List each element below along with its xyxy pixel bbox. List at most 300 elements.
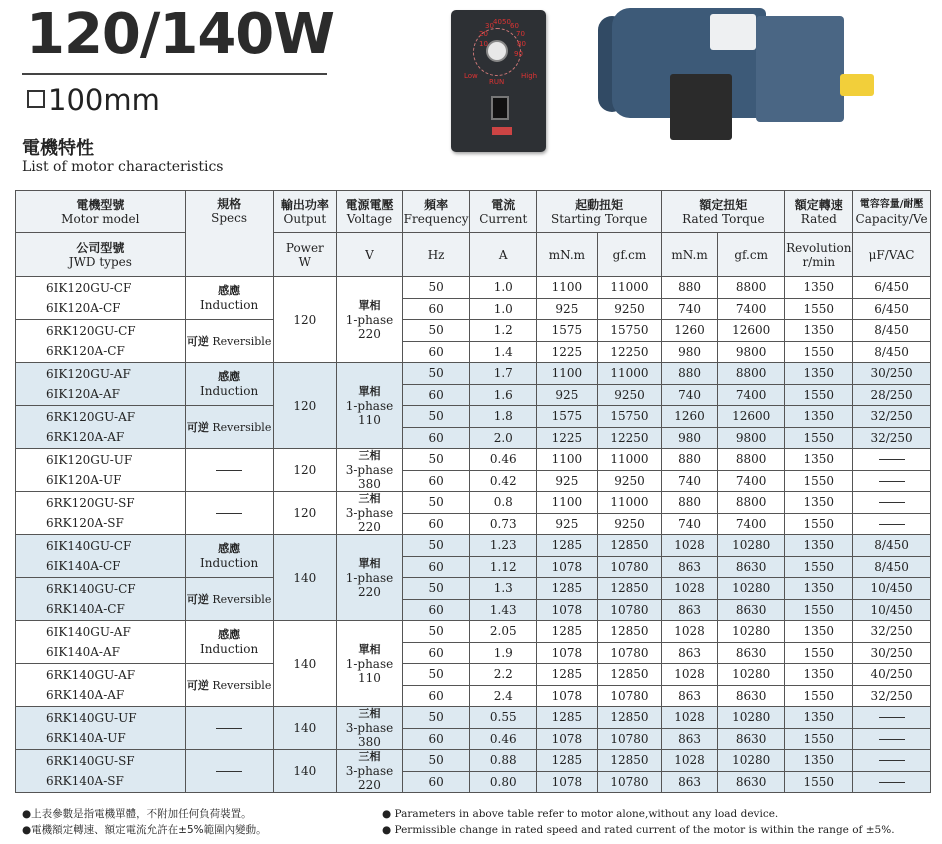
dial-number: 20 (479, 30, 488, 38)
header-voltage-unit: V (337, 233, 403, 277)
header-voltage: 電源電壓 Voltage (337, 191, 403, 233)
model-cell (16, 664, 186, 707)
spec-en: Reversible (212, 334, 272, 348)
cell-r-mnm: 740 (662, 470, 718, 492)
cell-r-mnm: 1028 (662, 664, 718, 686)
cell-s-gf: 12850 (597, 707, 662, 729)
cell-r-mnm: 880 (662, 492, 718, 514)
cell-hz: 60 (402, 685, 470, 707)
cell-hz: 50 (402, 664, 470, 686)
cell-s-gf: 15750 (597, 406, 662, 428)
cell-s-mnm: 1285 (537, 621, 598, 643)
cell-r-gf: 7400 (717, 513, 785, 535)
spec-cell (185, 277, 273, 320)
cell-s-mnm: 1285 (537, 750, 598, 772)
cell-cap: 32/250 (853, 427, 931, 449)
cell-r-mnm: 1260 (662, 406, 718, 428)
dial-number: 10 (479, 40, 488, 48)
model-cell (16, 707, 186, 750)
cell-s-gf: 10780 (597, 728, 662, 750)
cell-cap (853, 492, 931, 514)
cell-r-gf: 10280 (717, 535, 785, 557)
cell-r-gf: 9800 (717, 427, 785, 449)
dial-number: 70 (516, 30, 525, 38)
cell-a: 1.3 (470, 578, 537, 600)
cell-r-gf: 12600 (717, 320, 785, 342)
header-rated-mnm: mN.m (662, 233, 718, 277)
cell-s-gf: 12850 (597, 750, 662, 772)
header-rated-gfcm: gf.cm (717, 233, 785, 277)
cell-s-mnm: 1285 (537, 707, 598, 729)
header-current: 電流 Current (470, 191, 537, 233)
spec-zh: 可逆 (186, 592, 209, 606)
cell-r-mnm: 1028 (662, 535, 718, 557)
model-number: 6RK140GU-SF (46, 754, 135, 768)
motor-characteristics-table (15, 190, 931, 793)
voltage-zh: 三相 (358, 707, 381, 720)
cell-a: 1.6 (470, 384, 537, 406)
cell-a: 2.4 (470, 685, 537, 707)
model-number: 6RK140A-SF (46, 774, 124, 788)
cell-r-gf: 10280 (717, 621, 785, 643)
dial-number: 80 (517, 40, 526, 48)
cell-rpm: 1550 (785, 599, 853, 621)
model-cell (16, 535, 186, 578)
header-output: 輸出功率 Output (273, 191, 337, 233)
cell-rpm: 1550 (785, 384, 853, 406)
dial-number: 60 (510, 22, 519, 30)
cell-s-gf: 10780 (597, 599, 662, 621)
cell-r-mnm: 880 (662, 363, 718, 385)
spec-en: Induction (199, 556, 259, 570)
cell-s-gf: 10780 (597, 771, 662, 793)
header-motor-model: 電機型號 Motor model (16, 191, 186, 233)
cell-s-mnm: 1078 (537, 599, 598, 621)
cell-cap: 8/450 (853, 341, 931, 363)
header-rated-speed: 額定轉速 Rated (785, 191, 853, 233)
gearbox (756, 16, 844, 122)
voltage-zh: 單相 (358, 298, 381, 312)
cell-cap (853, 750, 931, 772)
cell-r-gf: 10280 (717, 750, 785, 772)
cell-s-mnm: 1078 (537, 685, 598, 707)
cell-hz: 60 (402, 470, 470, 492)
cell-cap: 6/450 (853, 277, 931, 299)
cell-r-mnm: 880 (662, 277, 718, 299)
power-cell: 140 (273, 621, 337, 707)
cell-a: 1.23 (470, 535, 537, 557)
notes-en (382, 806, 895, 838)
cell-s-mnm: 1100 (537, 492, 598, 514)
cell-s-gf: 9250 (597, 470, 662, 492)
voltage-en: 1-phase (345, 398, 394, 413)
cell-a: 0.42 (470, 470, 537, 492)
empty-dash (879, 481, 905, 482)
cell-rpm: 1350 (785, 750, 853, 772)
model-cell (16, 406, 186, 449)
dial-number: 90 (514, 50, 523, 58)
voltage-zh: 單相 (358, 556, 381, 570)
cell-hz: 50 (402, 320, 470, 342)
cell-r-gf: 8630 (717, 642, 785, 664)
cell-r-mnm: 980 (662, 341, 718, 363)
cell-s-mnm: 1225 (537, 341, 598, 363)
cell-rpm: 1550 (785, 642, 853, 664)
empty-dash (216, 728, 242, 729)
cell-rpm: 1550 (785, 685, 853, 707)
cell-a: 0.73 (470, 513, 537, 535)
table-body (16, 277, 931, 793)
cell-r-mnm: 880 (662, 449, 718, 471)
cell-r-gf: 8630 (717, 771, 785, 793)
header-speed-unit: Revolution r/min (785, 233, 853, 277)
cell-hz: 50 (402, 621, 470, 643)
header-output-unit: Power W (273, 233, 337, 277)
model-number: 6RK120GU-SF (46, 496, 135, 510)
model-number: 6RK120GU-AF (46, 410, 136, 424)
cell-cap: 6/450 (853, 298, 931, 320)
voltage-en: 1-phase (345, 312, 394, 327)
cell-r-mnm: 863 (662, 685, 718, 707)
cell-a: 0.46 (470, 449, 537, 471)
note-en-2: ● Permissible change in rated speed and rated current of the motor is within the range of ±5%. (382, 824, 895, 836)
cell-a: 0.46 (470, 728, 537, 750)
spec-cell (185, 621, 273, 664)
voltage-cell (337, 621, 403, 707)
spec-zh: 可逆 (186, 678, 209, 692)
spec-en: Reversible (212, 592, 272, 606)
model-number: 6RK120A-SF (46, 516, 124, 530)
spec-cell (185, 535, 273, 578)
frame-size-label: 100mm (48, 83, 160, 117)
cell-a: 1.43 (470, 599, 537, 621)
header-start-gfcm: gf.cm (597, 233, 662, 277)
power-cell: 120 (273, 449, 337, 492)
table-row (16, 492, 931, 514)
model-cell (16, 750, 186, 793)
cell-hz: 60 (402, 513, 470, 535)
cell-r-gf: 8800 (717, 277, 785, 299)
cell-s-mnm: 1078 (537, 556, 598, 578)
voltage-v: 110 (358, 412, 381, 427)
cell-hz: 60 (402, 427, 470, 449)
cell-r-gf: 9800 (717, 341, 785, 363)
spec-en: Reversible (212, 678, 272, 692)
cell-r-gf: 10280 (717, 578, 785, 600)
power-cell: 140 (273, 750, 337, 793)
spec-zh: 感應 (218, 370, 241, 383)
note-zh-1: ●上表參數是指電機單體，不附加任何負荷裝置。 (22, 808, 252, 820)
spec-en: Induction (199, 298, 259, 312)
cell-rpm: 1350 (785, 535, 853, 557)
spec-cell (185, 320, 273, 363)
cell-rpm: 1350 (785, 621, 853, 643)
cell-cap: 28/250 (853, 384, 931, 406)
empty-dash (879, 717, 905, 718)
spec-zh: 可逆 (186, 420, 209, 434)
table-row (16, 664, 931, 686)
cell-rpm: 1550 (785, 728, 853, 750)
note-zh-2: ●電機額定轉速、額定電流允許在±5%範圍內變動。 (22, 824, 267, 836)
cell-hz: 60 (402, 599, 470, 621)
cell-s-gf: 12250 (597, 341, 662, 363)
cell-hz: 50 (402, 277, 470, 299)
page-title: 120/140W (26, 2, 335, 67)
model-cell (16, 277, 186, 320)
cell-rpm: 1550 (785, 341, 853, 363)
cell-s-mnm: 1078 (537, 771, 598, 793)
voltage-cell (337, 363, 403, 449)
cell-r-mnm: 740 (662, 513, 718, 535)
model-number: 6IK140A-AF (46, 645, 120, 659)
cell-r-gf: 8630 (717, 556, 785, 578)
power-cell: 140 (273, 707, 337, 750)
cell-r-mnm: 863 (662, 599, 718, 621)
cell-rpm: 1350 (785, 277, 853, 299)
voltage-zh: 單相 (358, 642, 381, 656)
controller-run-label: RUN (489, 78, 505, 86)
voltage-en: 3-phase (345, 721, 394, 735)
cell-a: 1.12 (470, 556, 537, 578)
cell-hz: 60 (402, 556, 470, 578)
table-row (16, 320, 931, 342)
output-shaft (840, 74, 874, 96)
power-cell: 140 (273, 535, 337, 621)
header-capacity-unit: μF/VAC (853, 233, 931, 277)
cell-a: 2.0 (470, 427, 537, 449)
cell-hz: 60 (402, 298, 470, 320)
table-row (16, 621, 931, 643)
voltage-v: 220 (358, 326, 381, 341)
spec-cell (185, 363, 273, 406)
header-rated-torque: 額定扭矩 Rated Torque (662, 191, 785, 233)
cell-s-gf: 9250 (597, 384, 662, 406)
cell-a: 1.7 (470, 363, 537, 385)
cell-a: 0.88 (470, 750, 537, 772)
cell-r-mnm: 980 (662, 427, 718, 449)
cell-a: 0.80 (470, 771, 537, 793)
empty-dash (879, 782, 905, 783)
table-row (16, 578, 931, 600)
cell-rpm: 1550 (785, 427, 853, 449)
cell-s-gf: 11000 (597, 363, 662, 385)
note-en-1: ● Parameters in above table refer to motor alone,without any load device. (382, 808, 779, 820)
cell-rpm: 1550 (785, 771, 853, 793)
cell-r-gf: 8800 (717, 363, 785, 385)
spec-en: Induction (199, 642, 259, 656)
cell-hz: 60 (402, 728, 470, 750)
header-start-mnm: mN.m (537, 233, 598, 277)
cell-a: 1.4 (470, 341, 537, 363)
cell-hz: 50 (402, 578, 470, 600)
header-specs: 規格 Specs (185, 191, 273, 277)
cell-cap: 10/450 (853, 578, 931, 600)
voltage-v: 220 (358, 520, 381, 534)
header-capacity: 電容容量/耐壓 Capacity/Ve (853, 191, 931, 233)
voltage-cell (337, 277, 403, 363)
model-number: 6RK140GU-UF (46, 711, 137, 725)
cell-hz: 50 (402, 750, 470, 772)
subtitle-en: List of motor characteristics (22, 159, 224, 175)
cell-s-gf: 12850 (597, 664, 662, 686)
cell-hz: 50 (402, 707, 470, 729)
cell-s-mnm: 925 (537, 513, 598, 535)
voltage-zh: 三相 (358, 449, 381, 462)
controller-knob-icon (486, 40, 508, 62)
cell-s-gf: 12850 (597, 535, 662, 557)
title-divider (22, 73, 327, 75)
cell-s-mnm: 1575 (537, 406, 598, 428)
cell-s-mnm: 1078 (537, 642, 598, 664)
cell-s-mnm: 925 (537, 298, 598, 320)
cell-hz: 50 (402, 492, 470, 514)
cell-r-gf: 8630 (717, 685, 785, 707)
model-number: 6IK120GU-CF (46, 281, 132, 295)
voltage-zh: 三相 (358, 750, 381, 763)
cell-cap (853, 707, 931, 729)
cell-s-gf: 10780 (597, 685, 662, 707)
voltage-v: 380 (358, 735, 381, 749)
cell-s-mnm: 1225 (537, 427, 598, 449)
table-row (16, 707, 931, 729)
cell-r-mnm: 1028 (662, 578, 718, 600)
empty-dash (216, 771, 242, 772)
header-frequency-unit: Hz (402, 233, 470, 277)
cell-rpm: 1550 (785, 556, 853, 578)
cell-r-gf: 12600 (717, 406, 785, 428)
cell-a: 1.9 (470, 642, 537, 664)
cell-a: 2.2 (470, 664, 537, 686)
model-number: 6IK120GU-UF (46, 453, 133, 467)
cell-r-mnm: 1028 (662, 750, 718, 772)
spec-cell (185, 707, 273, 750)
model-cell (16, 449, 186, 492)
voltage-zh: 三相 (358, 492, 381, 505)
cell-hz: 50 (402, 449, 470, 471)
cell-s-gf: 11000 (597, 277, 662, 299)
empty-dash (879, 502, 905, 503)
empty-dash (879, 739, 905, 740)
cell-s-mnm: 1285 (537, 664, 598, 686)
dial-number: 30 (485, 22, 494, 30)
header-current-unit: A (470, 233, 537, 277)
cell-r-gf: 8800 (717, 449, 785, 471)
cell-hz: 50 (402, 535, 470, 557)
cell-rpm: 1550 (785, 470, 853, 492)
model-number: 6IK120GU-AF (46, 367, 131, 381)
empty-dash (216, 470, 242, 471)
model-number: 6RK140A-AF (46, 688, 125, 702)
cell-r-mnm: 1028 (662, 621, 718, 643)
voltage-v: 110 (358, 670, 381, 685)
table-row (16, 535, 931, 557)
notes-zh (22, 806, 267, 838)
cell-a: 0.8 (470, 492, 537, 514)
cell-s-mnm: 1575 (537, 320, 598, 342)
cell-r-gf: 10280 (717, 707, 785, 729)
frame-size-icon (27, 90, 45, 108)
cell-s-gf: 10780 (597, 556, 662, 578)
model-number: 6RK140GU-CF (46, 582, 136, 596)
table-row (16, 449, 931, 471)
table-row (16, 277, 931, 299)
table-row (16, 750, 931, 772)
cell-rpm: 1550 (785, 298, 853, 320)
model-number: 6IK120A-CF (46, 301, 121, 315)
cell-r-gf: 8800 (717, 492, 785, 514)
model-number: 6RK140GU-AF (46, 668, 136, 682)
cell-s-mnm: 1100 (537, 449, 598, 471)
voltage-en: 3-phase (345, 463, 394, 477)
voltage-v: 220 (358, 778, 381, 792)
model-cell (16, 363, 186, 406)
model-number: 6IK120A-UF (46, 473, 122, 487)
cell-cap: 8/450 (853, 320, 931, 342)
voltage-cell (337, 449, 403, 492)
power-cell: 120 (273, 492, 337, 535)
spec-cell (185, 750, 273, 793)
cell-s-mnm: 1285 (537, 578, 598, 600)
cell-r-mnm: 740 (662, 298, 718, 320)
cell-a: 0.55 (470, 707, 537, 729)
cell-a: 1.2 (470, 320, 537, 342)
voltage-en: 3-phase (345, 764, 394, 778)
cell-r-gf: 8630 (717, 599, 785, 621)
speed-controller-image (451, 10, 546, 152)
voltage-cell (337, 707, 403, 750)
cell-cap: 30/250 (853, 363, 931, 385)
cell-s-gf: 12850 (597, 578, 662, 600)
cell-hz: 60 (402, 384, 470, 406)
empty-dash (879, 524, 905, 525)
cell-r-gf: 7400 (717, 470, 785, 492)
spec-zh: 感應 (218, 628, 241, 641)
cell-hz: 50 (402, 363, 470, 385)
cell-hz: 60 (402, 642, 470, 664)
cell-hz: 60 (402, 341, 470, 363)
cell-s-gf: 9250 (597, 513, 662, 535)
header-company-model: 公司型號 JWD types (16, 233, 186, 277)
voltage-cell (337, 535, 403, 621)
spec-zh: 感應 (218, 542, 241, 555)
empty-dash (879, 760, 905, 761)
model-number: 6IK120A-AF (46, 387, 120, 401)
cell-cap (853, 513, 931, 535)
cell-s-mnm: 1100 (537, 277, 598, 299)
dial-number: 40 (493, 18, 502, 26)
cell-s-mnm: 925 (537, 384, 598, 406)
gear-motor-image (598, 2, 880, 150)
cell-cap (853, 449, 931, 471)
cell-rpm: 1350 (785, 363, 853, 385)
voltage-zh: 單相 (358, 384, 381, 398)
cell-s-gf: 12250 (597, 427, 662, 449)
model-cell (16, 621, 186, 664)
spec-zh: 感應 (218, 284, 241, 297)
cell-rpm: 1350 (785, 707, 853, 729)
cell-rpm: 1350 (785, 664, 853, 686)
model-number: 6RK120A-AF (46, 430, 125, 444)
cell-s-gf: 15750 (597, 320, 662, 342)
cell-a: 1.0 (470, 277, 537, 299)
header-unit-row (16, 233, 931, 277)
header-row (16, 191, 931, 233)
cell-rpm: 1350 (785, 406, 853, 428)
cell-cap (853, 470, 931, 492)
cell-s-gf: 10780 (597, 642, 662, 664)
cell-s-gf: 11000 (597, 449, 662, 471)
model-number: 6RK120GU-CF (46, 324, 136, 338)
